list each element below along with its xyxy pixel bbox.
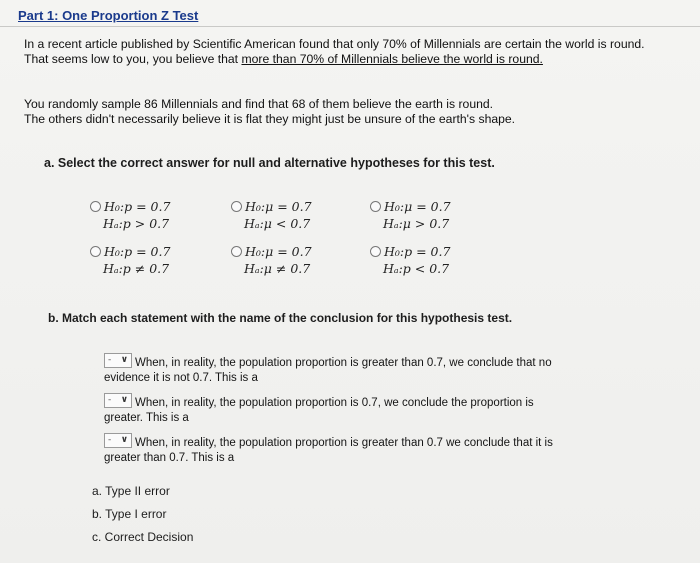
option-4[interactable] — [90, 243, 170, 277]
question-b: b. Match each statement with the name of the conclusion for this hypothesis test. — [48, 311, 513, 325]
answer-choice-b: b. Type I error — [92, 507, 167, 521]
intro-line-2-underlined: more than 70% of Millennials believe the world is round. — [241, 52, 543, 66]
radio-button[interactable] — [370, 201, 381, 212]
radio-button[interactable] — [90, 246, 101, 257]
option-2-ha: Hₐ:μ < 0.7 — [244, 216, 311, 231]
option-3[interactable] — [370, 198, 451, 232]
answer-dropdown[interactable] — [104, 433, 132, 448]
intro-paragraph — [24, 37, 664, 67]
option-2[interactable] — [231, 198, 312, 232]
question-a: a. Select the correct answer for null and alternative hypotheses for this test. — [44, 156, 495, 170]
dropdown-value: - — [108, 395, 112, 405]
others-line: The others didn't necessarily believe it is flat they might just be unsure of the earth's shape. — [24, 112, 516, 126]
statement-2-text-cont: greater. This is a — [104, 412, 189, 424]
option-4-h0: H₀:p = 0.7 — [104, 244, 171, 259]
statement-3 — [104, 433, 634, 466]
intro-line-2 — [24, 52, 664, 67]
statement-1-text: When, in reality, the population proportion is greater than 0.7, we conclude that no — [135, 357, 552, 369]
radio-button[interactable] — [370, 246, 381, 257]
radio-button[interactable] — [90, 201, 101, 212]
answer-dropdown[interactable] — [104, 393, 132, 408]
option-5-h0: H₀:μ = 0.7 — [245, 244, 312, 259]
option-2-h0: H₀:μ = 0.7 — [245, 199, 312, 214]
statement-2 — [104, 393, 634, 426]
statement-3-text: When, in reality, the population proportion is greater than 0.7 we conclude that it is — [135, 437, 553, 449]
option-6-ha: Hₐ:p < 0.7 — [383, 261, 450, 276]
dropdown-value: - — [108, 355, 112, 365]
sample-paragraph — [24, 97, 664, 127]
radio-button[interactable] — [231, 246, 242, 257]
intro-line-2-text: That seems low to you, you believe that — [24, 52, 242, 66]
radio-button[interactable] — [231, 201, 242, 212]
statement-3-text-cont: greater than 0.7. This is a — [104, 452, 235, 464]
sample-line: You randomly sample 86 Millennials and find that 68 of them believe the earth is round. — [24, 97, 494, 111]
chevron-down-icon: ∨ — [120, 395, 128, 405]
title-divider — [0, 26, 700, 27]
option-1[interactable] — [90, 198, 170, 232]
page-title: Part 1: One Proportion Z Test — [18, 8, 199, 23]
chevron-down-icon: ∨ — [120, 355, 128, 365]
option-6[interactable] — [370, 243, 450, 277]
option-1-ha: Hₐ:p > 0.7 — [103, 216, 170, 231]
option-3-ha: Hₐ:μ > 0.7 — [383, 216, 450, 231]
answer-choice-a: a. Type II error — [92, 484, 170, 498]
answer-dropdown[interactable] — [104, 353, 132, 368]
statement-1-text-cont: evidence it is not 0.7. This is a — [104, 372, 258, 384]
option-6-h0: H₀:p = 0.7 — [384, 244, 451, 259]
statement-2-text: When, in reality, the population proportion is 0.7, we conclude the proportion is — [135, 397, 534, 409]
answer-choice-c: c. Correct Decision — [92, 530, 194, 544]
option-1-h0: H₀:p = 0.7 — [104, 199, 171, 214]
option-5-ha: Hₐ:μ ≠ 0.7 — [244, 261, 311, 276]
option-5[interactable] — [231, 243, 312, 277]
chevron-down-icon: ∨ — [120, 435, 128, 445]
option-3-h0: H₀:μ = 0.7 — [384, 199, 451, 214]
intro-line-1: In a recent article published by Scientific American found that only 70% of Millennials are certain the world is round. — [24, 37, 645, 51]
statement-1 — [104, 353, 634, 386]
option-4-ha: Hₐ:p ≠ 0.7 — [103, 261, 170, 276]
dropdown-value: - — [108, 435, 112, 445]
